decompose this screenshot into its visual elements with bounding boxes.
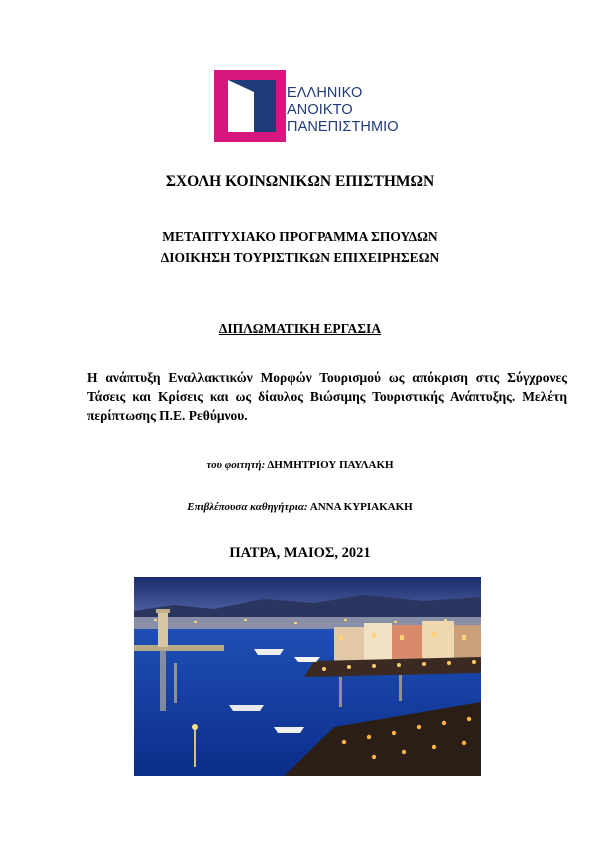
thesis-title-line-1: Η ανάπτυξη Εναλλακτικών Μορφών Τουρισμού ως απόκριση στις Σύγχρονες <box>87 370 567 385</box>
logo-line-1: ΕΛΛΗΝΙΚΟ <box>287 85 363 101</box>
logo-line-3: ΠΑΝΕΠΙΣΤΗΜΙΟ <box>287 119 399 135</box>
thesis-label: ΔΙΠΛΩΜΑΤΙΚΗ ΕΡΓΑΣΙΑ <box>218 321 382 336</box>
university-logo <box>214 70 404 142</box>
supervisor-label: Επιβλέπουσα καθηγήτρια: <box>187 501 308 513</box>
program-name-line-2: ΔΙΟΙΚΗΣΗ ΤΟΥΡΙΣΤΙΚΩΝ ΕΠΙΧΕΙΡΗΣΕΩΝ <box>160 250 440 265</box>
supervisor-line <box>0 501 600 513</box>
student-name: ΔΗΜΗΤΡΙΟΥ ΠΑΥΛΑΚΗ <box>267 459 394 471</box>
place-date: ΠΑΤΡΑ, ΜΑΙΟΣ, 2021 <box>229 545 371 561</box>
university-logo-text <box>287 85 399 136</box>
photo-buildings <box>334 621 481 661</box>
photo-lamp-post <box>194 727 196 767</box>
photo-lighthouse <box>158 611 168 647</box>
program-name-line-1: ΜΕΤΑΠΤΥΧΙΑΚΟ ΠΡΟΓΡΑΜΜΑ ΣΠΟΥΔΩΝ <box>162 229 438 244</box>
thesis-title <box>87 368 567 425</box>
photo-breakwater <box>134 645 224 651</box>
harbor-photo <box>134 577 481 776</box>
thesis-title-line-3: περίπτωσης Π.Ε. Ρεθύμνου. <box>87 408 248 423</box>
student-label: του φοιτητή: <box>206 459 266 471</box>
university-logo-mark-icon <box>214 70 286 142</box>
thesis-title-line-2: Τάσεις και Κρίσεις και ως δίαυλος Βιώσιμης Τουριστικής Ανάπτυξης. Μελέτη <box>87 389 567 404</box>
logo-line-2: ΑΝΟΙΚΤΟ <box>287 102 353 118</box>
student-line <box>0 459 600 471</box>
school-name: ΣΧΟΛΗ ΚΟΙΝΩΝΙΚΩΝ ΕΠΙΣΤΗΜΩΝ <box>165 173 435 190</box>
supervisor-name: ΑΝΝΑ ΚΥΡΙΑΚΑΚΗ <box>309 501 413 513</box>
